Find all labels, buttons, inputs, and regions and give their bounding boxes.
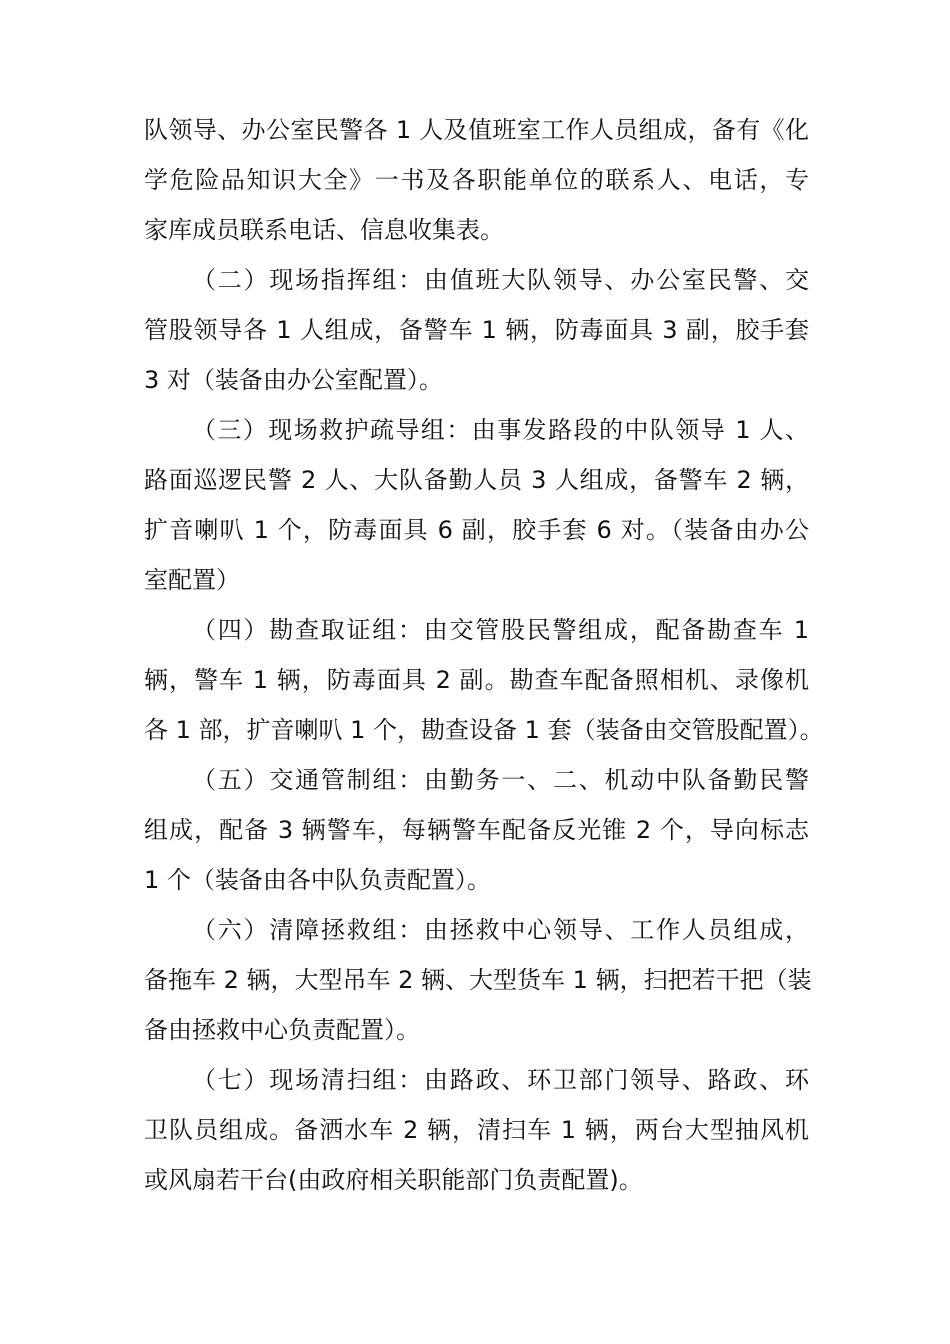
paragraph-heading-line: （四）勘查取证组：由交管股民警组成，配备勘查车 1	[192, 616, 809, 644]
paragraph-heading-line: （二）现场指挥组：由值班大队领导、办公室民警、交	[192, 266, 809, 294]
paragraph-heading-line: （七）现场清扫组：由路政、环卫部门领导、路政、环	[192, 1066, 809, 1094]
paragraph-heading-line: （三）现场救护疏导组：由事发路段的中队领导 1 人、	[192, 416, 809, 444]
text-line: 3 对（装备由办公室配置）。	[144, 366, 443, 394]
text-line: 备拖车 2 辆，大型吊车 2 辆、大型货车 1 辆，扫把若干把（装	[144, 966, 812, 994]
text-line: 组成，配备 3 辆警车，每辆警车配备反光锥 2 个，导向标志	[144, 816, 809, 844]
text-line: 辆，警车 1 辆，防毒面具 2 副。勘查车配备照相机、录像机	[144, 666, 809, 694]
text-line: 扩音喇叭 1 个，防毒面具 6 副，胶手套 6 对。（装备由办公	[144, 516, 809, 544]
text-line: 各 1 部，扩音喇叭 1 个，勘查设备 1 套（装备由交管股配置）。	[144, 716, 824, 744]
text-line: 备由拯救中心负责配置）。	[144, 1016, 420, 1044]
document-body	[144, 105, 824, 1205]
text-line: 1 个（装备由各中队负责配置）。	[144, 866, 491, 894]
text-line: 或风扇若干台(由政府相关职能部门负责配置)。	[144, 1166, 643, 1194]
text-line: 路面巡逻民警 2 人、大队备勤人员 3 人组成，备警车 2 辆，	[144, 466, 809, 494]
text-line: 管股领导各 1 人组成，备警车 1 辆，防毒面具 3 副，胶手套	[144, 316, 809, 344]
paragraph-heading-line: （五）交通管制组：由勤务一、二、机动中队备勤民警	[192, 766, 809, 794]
paragraph-heading-line: （六）清障拯救组：由拯救中心领导、工作人员组成，	[192, 916, 809, 944]
text-line: 室配置）	[144, 566, 240, 594]
text-line: 队领导、办公室民警各 1 人及值班室工作人员组成，备有《化	[144, 116, 809, 144]
text-line: 家库成员联系电话、信息收集表。	[144, 216, 504, 244]
text-line: 卫队员组成。备洒水车 2 辆，清扫车 1 辆，两台大型抽风机	[144, 1116, 809, 1144]
text-line: 学危险品知识大全》一书及各职能单位的联系人、电话，专	[144, 166, 809, 194]
